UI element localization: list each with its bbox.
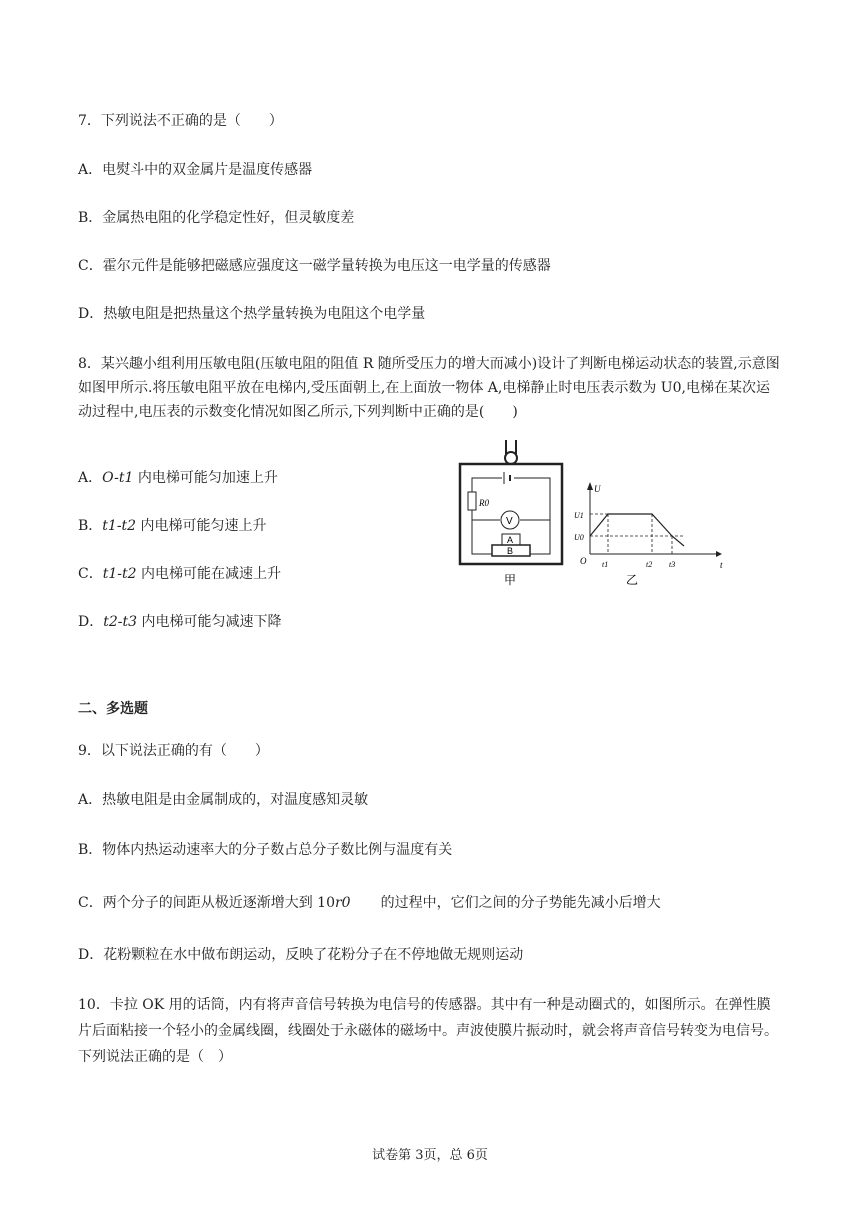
q7-option-b: B．金属热电阻的化学稳定性好，但灵敏度差 bbox=[78, 210, 355, 226]
q7-option-d: D．热敏电阻是把热量这个热学量转换为电阻这个电学量 bbox=[78, 306, 426, 322]
q9-stem: 9．以下说法正确的有（ ） bbox=[78, 743, 269, 759]
r0-label: R0 bbox=[479, 498, 489, 508]
q9-option-c: C．两个分子的间距从极近逐渐增大到 10r0 的过程中，它们之间的分子势能先减小后增大 bbox=[78, 895, 661, 911]
q8-option-b: B．t1-t2 内电梯可能匀速上升 bbox=[78, 518, 267, 534]
figure-yi-caption: 乙 bbox=[626, 573, 639, 587]
figure-yi-graph bbox=[572, 478, 732, 588]
section-heading: 二、多选题 bbox=[78, 701, 148, 717]
resistor-r0 bbox=[468, 492, 476, 510]
t2-label: t2 bbox=[646, 560, 653, 569]
q7-stem: 7．下列说法不正确的是（ ） bbox=[78, 113, 283, 129]
origin-label: O bbox=[580, 556, 587, 566]
t-axis-label: t bbox=[720, 560, 723, 570]
q9-option-d: D．花粉颗粒在水中做布朗运动，反映了花粉分子在不停地做无规则运动 bbox=[78, 947, 524, 963]
q9-option-a: A．热敏电阻是由金属制成的，对温度感知灵敏 bbox=[78, 792, 369, 808]
q7-option-c: C．霍尔元件是能够把磁感应强度这一磁学量转换为电压这一电学量的传感器 bbox=[78, 258, 551, 274]
q8-option-a: A．O-t1 内电梯可能匀加速上升 bbox=[78, 470, 278, 486]
u-axis-label: U bbox=[594, 484, 601, 494]
u0-label: U0 bbox=[574, 533, 584, 542]
t3-label: t3 bbox=[669, 560, 676, 569]
t1-label: t1 bbox=[602, 560, 609, 569]
pulley-icon bbox=[505, 452, 517, 464]
page-footer: 试卷第 3页，总 6页 bbox=[372, 1148, 488, 1163]
q8-option-a-var: O-t1 bbox=[102, 470, 134, 486]
q7-option-a: A．电熨斗中的双金属片是温度传感器 bbox=[78, 162, 313, 178]
voltmeter-label: V bbox=[506, 516, 513, 527]
q8-option-b-var: t1-t2 bbox=[102, 518, 137, 534]
q9-option-c-var: r0 bbox=[334, 895, 351, 911]
figure-jia-circuit bbox=[452, 440, 570, 590]
q8-stem: 8．某兴趣小组利用压敏电阻(压敏电阻的阻值 R 随所受压力的增大而减小)设计了判断电梯运动状态的装置,示意图如图甲所示.将压敏电阻平放在电梯内,受压面朝上,在上面放一物体 A,电梯静止时电压表示数为 U0,电梯在某次运动过程中,电压表的示数变化情况如图乙所示,下列判断中正确的是( ) bbox=[78, 356, 780, 420]
object-a-label: A bbox=[507, 535, 514, 545]
q8-option-d: D．t2-t3 内电梯可能匀减速下降 bbox=[78, 614, 282, 630]
figure-jia-caption: 甲 bbox=[504, 573, 517, 587]
q10-stem: 10．卡拉 OK 用的话筒，内有将声音信号转换为电信号的传感器。其中有一种是动圈式的，如图所示。在弹性膜片后面粘接一个轻小的金属线圈，线圈处于永磁体的磁场中。声波使膜片振动时，就会将声音信号转变为电信号。下列说法正确的是（ ） bbox=[78, 997, 778, 1065]
q8-option-c-var: t1-t2 bbox=[102, 566, 137, 582]
voltage-curve bbox=[590, 514, 684, 546]
sensor-b-label: B bbox=[507, 546, 514, 556]
q8-option-d-var: t2-t3 bbox=[103, 614, 138, 630]
q9-option-b: B．物体内热运动速率大的分子数占总分子数比例与温度有关 bbox=[78, 842, 453, 858]
q8-option-c: C．t1-t2 内电梯可能在减速上升 bbox=[78, 566, 281, 582]
u1-label: U1 bbox=[574, 511, 584, 520]
